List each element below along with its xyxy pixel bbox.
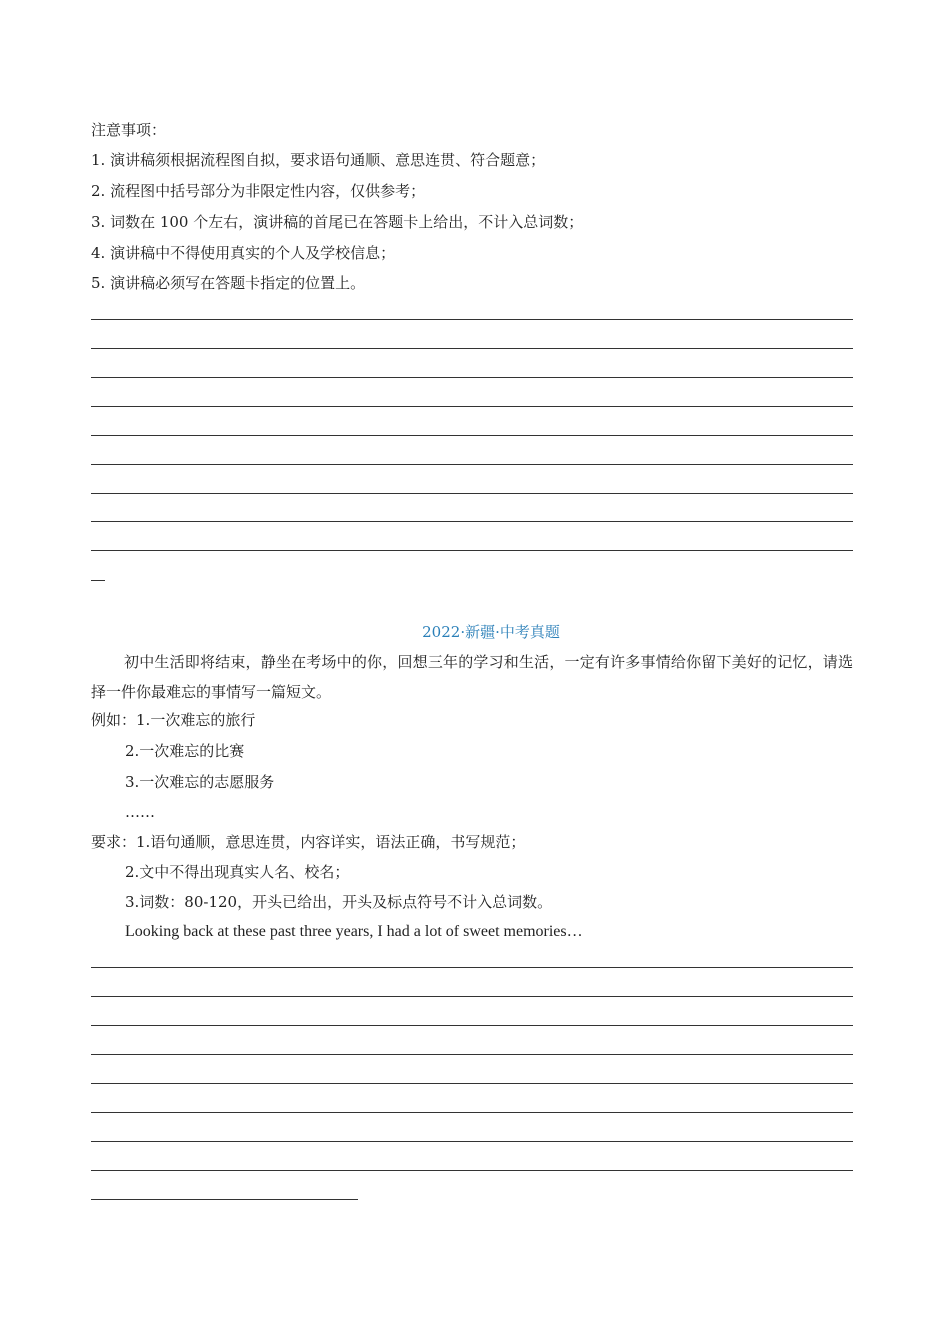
requirement-item-3: 3.词数：80-120，开头已给出，开头及标点符号不计入总词数。 xyxy=(125,893,553,911)
example-item-3: 3.一次难忘的志愿服务 xyxy=(125,773,275,791)
example-item-1: 1.一次难忘的旅行 xyxy=(136,711,256,729)
answer-line xyxy=(91,1054,853,1055)
question-intro: 初中生活即将结束，静坐在考场中的你，回想三年的学习和生活，一定有许多事情给你留下美好的记忆，请选择一件你最难忘的事情写一篇短文。 xyxy=(91,653,853,701)
example-item-2: 2.一次难忘的比赛 xyxy=(125,742,245,760)
answer-line xyxy=(91,435,853,436)
answer-line xyxy=(91,1170,853,1171)
answer-line xyxy=(91,1141,853,1142)
example-label: 例如： xyxy=(91,711,137,729)
essay-opening-sentence: Looking back at these past three years, I had a lot of sweet memories… xyxy=(125,923,583,940)
answer-line xyxy=(91,319,853,320)
answer-line xyxy=(91,348,853,349)
answer-line xyxy=(91,550,853,551)
answer-line xyxy=(91,1083,853,1084)
example-ellipsis: …… xyxy=(125,803,155,821)
requirements-first-line xyxy=(91,832,525,852)
answer-line xyxy=(91,493,853,494)
answer-line xyxy=(91,996,853,997)
note-item-4: 4. 演讲稿中不得使用真实的个人及学校信息； xyxy=(91,244,396,262)
requirement-item-2: 2.文中不得出现真实人名、校名； xyxy=(125,863,350,881)
answer-line-end xyxy=(91,1199,358,1200)
answer-line xyxy=(91,1025,853,1026)
answer-line xyxy=(91,377,853,378)
note-item-1: 1. 演讲稿须根据流程图自拟，要求语句通顺、意思连贯、符合题意； xyxy=(91,151,546,169)
notes-title: 注意事项： xyxy=(91,121,167,139)
requirement-item-1: 1.语句通顺，意思连贯，内容详实，语法正确，书写规范； xyxy=(136,833,526,851)
answer-line xyxy=(91,967,853,968)
requirements-label: 要求： xyxy=(91,833,137,851)
answer-line-end xyxy=(91,580,105,581)
answer-line xyxy=(91,521,853,522)
answer-line xyxy=(91,1112,853,1113)
question-source-heading: 2022·新疆·中考真题 xyxy=(422,623,560,641)
note-item-5: 5. 演讲稿必须写在答题卡指定的位置上。 xyxy=(91,274,366,292)
answer-line xyxy=(91,464,853,465)
examples-first-line xyxy=(91,710,255,730)
note-item-3: 3. 词数在 100 个左右，演讲稿的首尾已在答题卡上给出，不计入总词数； xyxy=(91,213,584,231)
note-item-2: 2. 流程图中括号部分为非限定性内容，仅供参考； xyxy=(91,182,426,200)
answer-line xyxy=(91,406,853,407)
